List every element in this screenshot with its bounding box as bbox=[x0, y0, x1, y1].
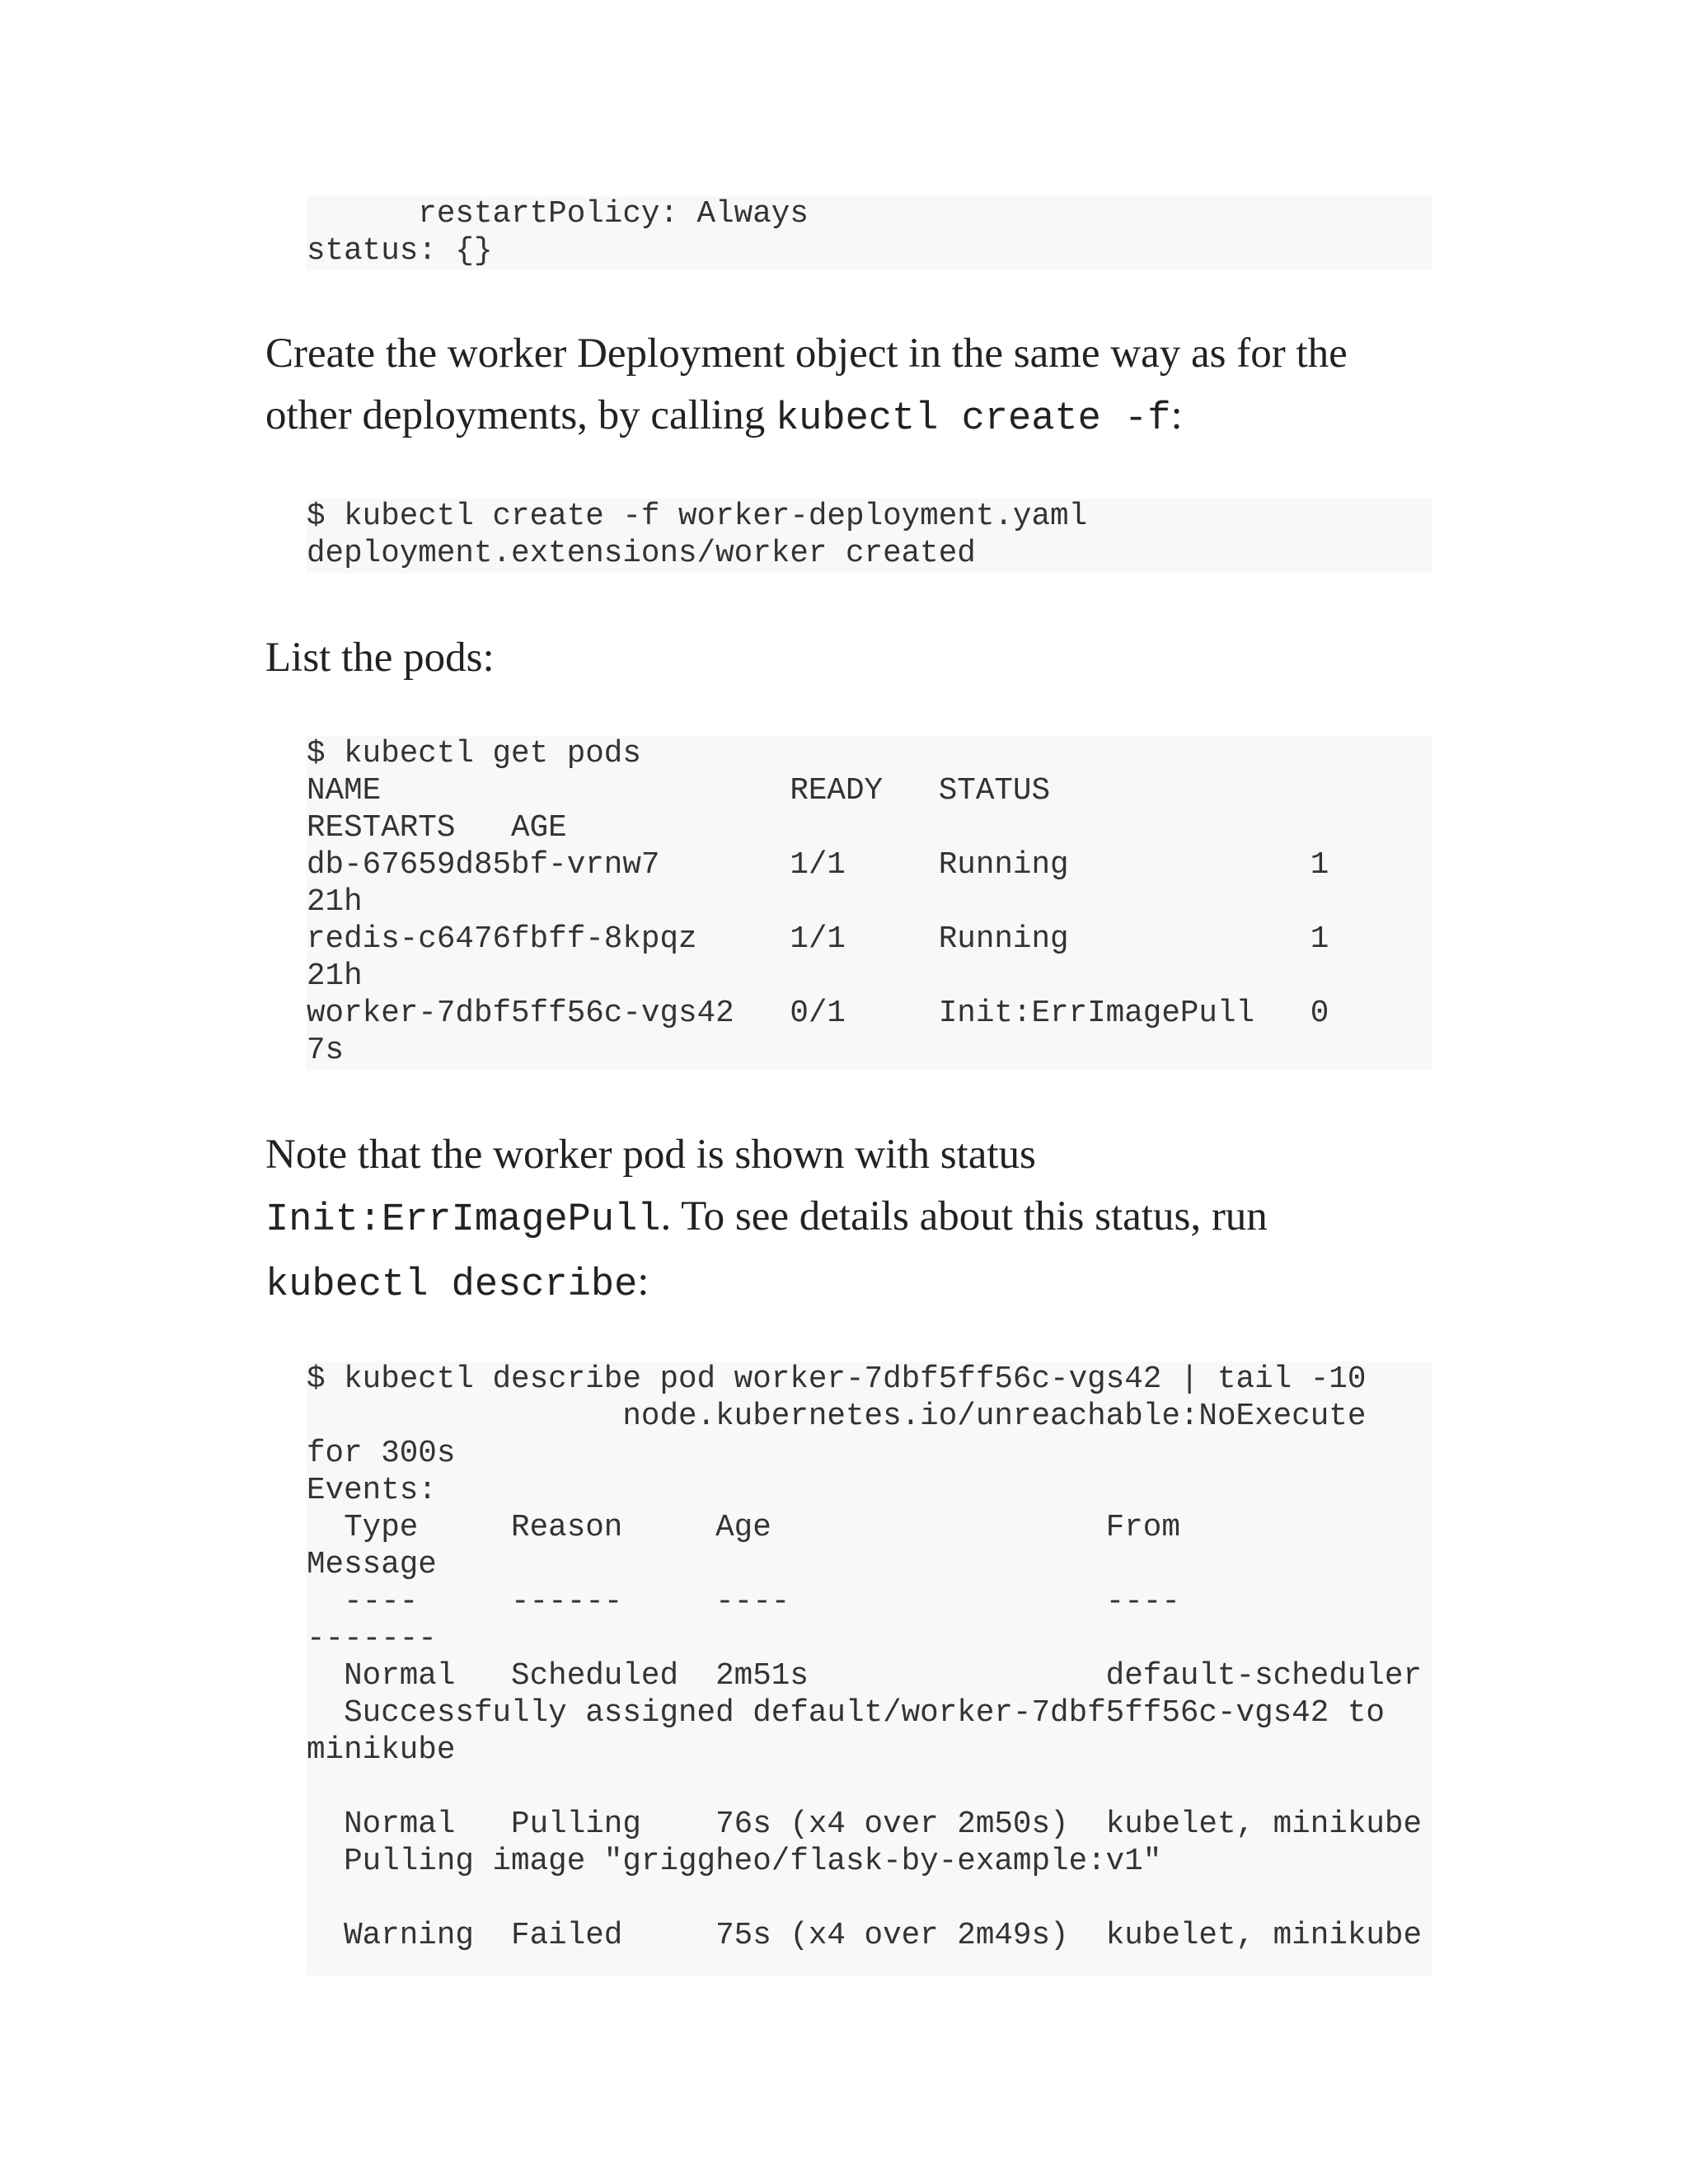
paragraph-text: . To see details about this status, run bbox=[660, 1193, 1268, 1240]
code-block-pod-spec-end: restartPolicy: Always status: {} bbox=[307, 196, 1432, 270]
paragraph-text: Note that the worker pod is shown with status bbox=[265, 1132, 1036, 1178]
code-block-create-output: $ kubectl create -f worker-deployment.yaml deployment.extensions/worker created bbox=[307, 499, 1432, 573]
paragraph-text: List the pods: bbox=[265, 635, 495, 681]
inline-code-kubectl-describe: kubectl describe bbox=[265, 1263, 638, 1307]
code-block-get-pods-output: $ kubectl get pods NAME READY STATUS RESTARTS AGE db-67659d85bf-vrnw7 1/1 Running 1 21h redis-c6476fbff-8kpqz 1/1 Running 1 21h worker-7dbf5ff56c-vgs42 0/1 Init:ErrImagePull 0 7s bbox=[307, 736, 1432, 1070]
paragraph-list-pods bbox=[265, 627, 1432, 689]
paragraph-text: : bbox=[1170, 392, 1183, 438]
paragraph-text: : bbox=[637, 1258, 649, 1305]
paragraph-text: Create the worker Deployment object in the same way as for the other deployments, by calling bbox=[265, 330, 1348, 438]
code-block-describe-output: $ kubectl describe pod worker-7dbf5ff56c-vgs42 | tail -10 node.kubernetes.io/unreachable:NoExecute for 300s Events: Type Reason Age From Message ---- ------ ---- ---- ------- Normal Scheduled 2m51s default-scheduler Successfully assigned default/worker-7dbf5ff56c-vgs42 to minikube Normal Pulling 76s (x4 over 2m50s) kubelet, minikube Pulling image "griggheo/flask-by-example:v1" Warning Failed 75s (x4 over 2m49s) kubelet, minikube bbox=[307, 1361, 1432, 1975]
inline-code-status: Init:ErrImagePull bbox=[265, 1198, 661, 1242]
paragraph-create-deployment bbox=[265, 323, 1432, 450]
paragraph-status-note bbox=[265, 1124, 1432, 1316]
inline-code-kubectl-create: kubectl create -f bbox=[775, 397, 1171, 441]
